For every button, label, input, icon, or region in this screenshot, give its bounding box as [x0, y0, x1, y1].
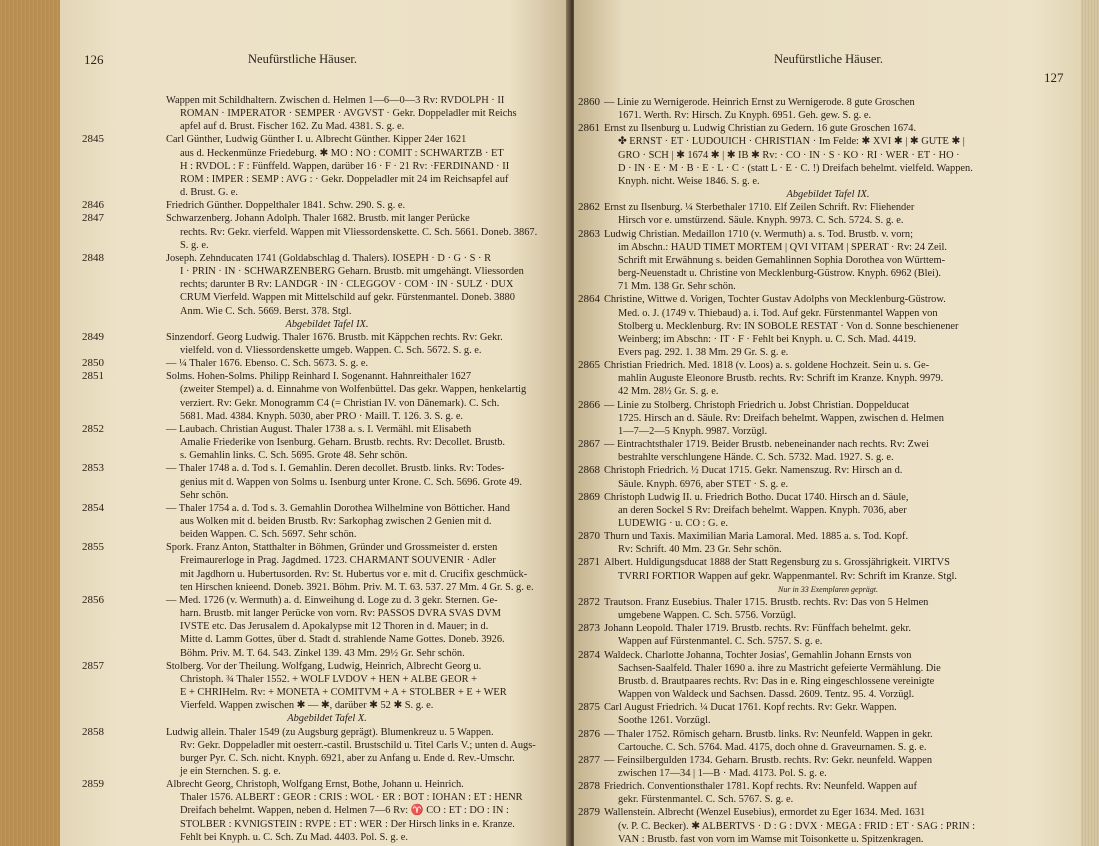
- entry-number: 2874: [578, 648, 600, 661]
- entry-line: Med. o. J. (1749 v. Thiebaud) a. i. Tod. Auf gekr. Fürstenmantel Wappen von: [618, 307, 938, 319]
- entry-line: Soothe 1261. Vorzügl.: [618, 715, 711, 727]
- entry-line: Schwarzenberg. Johann Adolph. Thaler 1682. Brustb. mit langer Perücke: [166, 213, 470, 225]
- entry-number: 2873: [578, 622, 600, 635]
- right-entries: [578, 96, 1078, 846]
- catalog-entry: [84, 594, 570, 660]
- entry-line: Wappen mit Schildhaltern. Zwischen d. Helmen 1—6—0—3 Rv: RVDOLPH · II: [166, 95, 505, 106]
- entry-line: Böhm. Priv. M. T. 64. 543. Zinkel 139. 43 Mm. 29½ Gr. Sehr schön.: [180, 647, 465, 659]
- entry-number: 2847: [82, 212, 104, 225]
- catalog-entry: [578, 464, 1078, 490]
- left-page-header: Neufürstliche Häuser.: [248, 52, 357, 66]
- entry-line: je ein Sternchen. S. g. e.: [180, 765, 281, 777]
- entry-line: I · PRIN · IN · SCHWARZENBERG Geharn. Brustb. mit umgehängt. Vliessorden: [180, 266, 524, 278]
- entry-line: — Thaler 1748 a. d. Tod s. I. Gemahlin. Deren decollet. Brustb. links. Rv: Todes-: [166, 463, 505, 475]
- entry-line: IVSTE etc. Das Jerusalem d. Apokalypse mit 12 Thoren in d. Mauer; in d.: [180, 621, 489, 633]
- right-page-number: 127: [1044, 70, 1064, 85]
- entry-line: Johann Leopold. Thaler 1719. Brustb. rechts. Rv: Fünffach behelmt. gekr.: [604, 623, 911, 635]
- entry-line: LUDEWIG · u. CO : G. e.: [618, 518, 728, 529]
- catalog-entry: [578, 399, 1078, 438]
- entry-line: — Feinsilbergulden 1734. Geharn. Brustb. rechts. Rv: Gekr. neunfeld. Wappen: [604, 754, 933, 766]
- entry-line: Spork. Franz Anton, Statthalter in Böhmen, Gründer und Grossmeister d. ersten: [166, 542, 498, 554]
- entry-line: d. Brust. G. e.: [180, 187, 239, 199]
- entry-number: 2870: [578, 530, 600, 543]
- entry-line: harn. Brustb. mit langer Perücke von vorn. Rv: PASSOS DVRA SVAS DVM: [180, 608, 501, 620]
- right-page: [574, 0, 1081, 846]
- entry-line: Amalie Friederike von Isenburg. Geharn. Brustb. rechts. Rv: Decollet. Brustb.: [180, 437, 506, 449]
- entry-line: VAN : Brustb. fast von vorn im Wamse mit Toisonkette u. Spitzenkragen.: [618, 833, 924, 845]
- entry-line: Ludwig allein. Thaler 1549 (zu Augsburg geprägt). Blumenkreuz u. 5 Wappen.: [166, 726, 494, 738]
- entry-line: verziert. Rv: Gekr. Monogramm C4 (= Christian IV. von Dänemark). C. Sch.: [180, 397, 500, 409]
- entry-number: 2861: [578, 122, 600, 135]
- entry-number: 2848: [82, 251, 104, 264]
- entry-number: 2878: [578, 780, 600, 793]
- catalog-entry: [84, 357, 570, 370]
- entry-line: bestrahlte verschlungene Hände. C. Sch. 5732. Mad. 1927. S. g. e.: [618, 452, 894, 464]
- catalog-entry: [578, 491, 1078, 530]
- entry-line: mit Jagdhorn u. Hubertusorden. Rv: St. Hubertus vor e. mit d. Crucifix geschmück-: [180, 568, 528, 580]
- entry-line: — Linie zu Stolberg. Christoph Friedrich u. Jobst Christian. Doppelducat: [604, 399, 910, 411]
- entry-line: — Eintrachtsthaler 1719. Beider Brustb. nebeneinander nach rechts. Rv: Zwei: [604, 439, 929, 451]
- plate-reference: Abgebildet Tafel X.: [287, 713, 367, 725]
- entry-line: Christoph Friedrich. ½ Ducat 1715. Gekr. Namenszug. Rv: Hirsch an d.: [604, 465, 903, 477]
- entry-number: 2867: [578, 438, 600, 451]
- entry-note: Nur in 33 Exemplaren geprägt.: [778, 584, 878, 594]
- entry-line: 71 Mm. 138 Gr. Sehr schön.: [618, 281, 736, 293]
- entry-line: Christian Friedrich. Med. 1818 (v. Loos) a. s. goldene Hochzeit. Sein u. s. Ge-: [604, 360, 930, 372]
- entry-line: Stolberg. Vor der Theilung. Wolfgang, Ludwig, Heinrich, Albrecht Georg u.: [166, 660, 482, 672]
- entry-number: 2876: [578, 727, 600, 740]
- catalog-entry: [578, 293, 1078, 359]
- entry-line: Christoph Ludwig II. u. Friedrich Botho. Ducat 1740. Hirsch an d. Säule,: [604, 491, 909, 503]
- catalog-entry: [84, 541, 570, 594]
- catalog-entry: [84, 94, 570, 133]
- catalog-entry: [84, 318, 570, 331]
- entry-number: 2851: [82, 370, 104, 383]
- entry-line: — Thaler 1754 a. d. Tod s. 3. Gemahlin Dorothea Wilhelmine von Bötticher. Hand: [166, 502, 510, 514]
- catalog-entry: [84, 423, 570, 462]
- entry-number: 2857: [82, 659, 104, 672]
- entry-line: beiden Wappen. C. Sch. 5697. Sehr schön.: [180, 529, 357, 541]
- entry-line: zwischen 17—34 | 1—B · Mad. 4173. Pol. S. g. e.: [618, 767, 827, 779]
- entry-line: Cartouche. C. Sch. 5764. Mad. 4175, doch ohne d. Graveurnamen. S. g. e.: [618, 741, 927, 753]
- entry-number: 2875: [578, 701, 600, 714]
- entry-line: aus d. Heckenmünze Friedeburg. ✱ MO : NO : COMIT : SCHWARTZB · ET: [180, 147, 504, 159]
- entry-line: 1671. Werth. Rv: Hirsch. Zu Knyph. 6951. Geh. gew. S. g. e.: [618, 110, 872, 122]
- catalog-entry: [578, 530, 1078, 556]
- left-page: [60, 0, 570, 846]
- catalog-entry: [578, 754, 1078, 780]
- entry-line: Vierfeld. Wappen zwischen ✱ — ✱, darüber ✱ 52 ✱ S. g. e.: [180, 700, 434, 712]
- left-page-edges: [0, 0, 60, 846]
- entry-line: aus Wolken mit d. beiden Brustb. Rv: Sarkophag zwischen 2 Genien mit d.: [180, 516, 492, 527]
- entry-number: 2860: [578, 96, 600, 108]
- entry-number: 2868: [578, 464, 600, 477]
- entry-line: rechts. Rv: Gekr. vierfeld. Wappen mit Vliessordenskette. C. Sch. 5661. Doneb. 3867.: [180, 226, 538, 238]
- catalog-entry: [578, 780, 1078, 806]
- catalog-entry: [84, 712, 570, 725]
- entry-line: Thaler 1576. ALBERT : GEOR : CRIS : WOL · ER : BOT : IOHAN : ET : HENR: [180, 792, 523, 804]
- entry-line: Trautson. Franz Eusebius. Thaler 1715. Brustb. rechts. Rv: Das von 5 Helmen: [604, 596, 929, 608]
- entry-line: STOLBER : KVNIGSTEIN : RVPE : ET : WER : Der Hirsch links in e. Kranze.: [180, 818, 515, 830]
- catalog-entry: [578, 701, 1078, 727]
- entry-line: Wappen von Waldeck und Sachsen. Dassd. 2609. Tentz. 95. 4. Vorzügl.: [618, 689, 915, 701]
- entry-number: 2856: [82, 593, 104, 606]
- entry-number: 2872: [578, 595, 600, 608]
- entry-line: Knyph. nicht. Weise 1846. S. g. e.: [618, 175, 760, 187]
- entry-line: ROMAN · IMPERATOR · SEMPER · AVGVST · Gekr. Doppeladler mit Reichs: [180, 108, 517, 120]
- entry-number: 2854: [82, 501, 104, 514]
- entry-line: burger Pyr. C. Sch. nicht. Knyph. 6921, aber zu Anfang u. Ende d. Rev.-Umschr.: [180, 752, 515, 764]
- entry-number: 2846: [82, 199, 104, 212]
- catalog-entry: [578, 96, 1078, 122]
- entry-line: umgebene Wappen. C. Sch. 5756. Vorzügl.: [618, 610, 797, 622]
- entry-line: Carl Günther, Ludwig Günther I. u. Albrecht Günther. Kipper 24er 1621: [166, 134, 467, 146]
- entry-line: Anm. Wie C. Sch. 5669. Berst. 378. Stgl.: [180, 305, 352, 317]
- entry-number: 2852: [82, 422, 104, 435]
- catalog-entry: [84, 331, 570, 357]
- entry-number: 2877: [578, 753, 600, 766]
- entry-line: Joseph. Zehnducaten 1741 (Goldabschlag d. Thalers). IOSEPH · D · G · S · R: [166, 252, 492, 264]
- entry-line: Friedrich Günther. Doppelthaler 1841. Schw. 290. S. g. e.: [166, 200, 406, 212]
- entry-line: Dreifach behelmt. Wappen, neben d. Helmen 7—6 Rv: ♈ CO : ET : DO : IN :: [180, 805, 509, 817]
- entry-line: berg-Neuenstadt u. Christine von Mecklenburg-Güstrow. Knyph. 6962 (Blei).: [618, 268, 942, 280]
- entry-line: genius mit d. Wappen von Solms u. Isenburg unter Krone. C. Sch. 5696. Grote 49.: [180, 476, 522, 488]
- entry-number: 2859: [82, 778, 104, 791]
- entry-line: an deren Sockel S Rv: Dreifach behelmt. Wappen. Knyph. 7036, aber: [618, 504, 907, 516]
- catalog-entry: [84, 370, 570, 423]
- entry-line: Ernst zu Ilsenburg u. Ludwig Christian zu Gedern. 16 gute Groschen 1674.: [604, 123, 917, 135]
- entry-line: Albrecht Georg, Christoph, Wolfgang Ernst, Bothe, Johann u. Heinrich.: [166, 779, 464, 791]
- entry-line: Brustb. d. Brautpaares rechts. Rv: Das in e. Ring eingeschlossene vereinigte: [618, 675, 935, 687]
- left-entries: [84, 94, 570, 844]
- entry-line: — Linie zu Wernigerode. Heinrich Ernst zu Wernigerode. 8 gute Groschen: [604, 97, 915, 108]
- entry-number: 2869: [578, 490, 600, 503]
- catalog-entry: [578, 228, 1078, 294]
- catalog-entry: [84, 199, 570, 212]
- catalog-entry: [84, 252, 570, 318]
- entry-line: E + CHRIHelm. Rv: + MONETA + COMITVM + A + STOLBER + E + WER: [180, 687, 507, 699]
- right-page-edges: [1081, 0, 1099, 846]
- entry-number: 2866: [578, 398, 600, 411]
- entry-line: Albert. Huldigungsducat 1888 der Statt Regensburg zu s. Grossjährigkeit. VIRTVS: [604, 557, 950, 569]
- catalog-entry: [578, 806, 1078, 845]
- entry-line: Freimaurerloge in Prag. Jagdmed. 1723. CHARMANT SOUVENIR · Adler: [180, 555, 496, 567]
- catalog-entry: [578, 728, 1078, 754]
- entry-line: ✤ ERNST · ET · LUDOUICH · CHRISTIAN · Im Felde: ✱ XVI ✱ | ✱ GUTE ✱ |: [618, 136, 965, 148]
- entry-line: 42 Mm. 28½ Gr. S. g. e.: [618, 386, 719, 398]
- entry-line: D · IN · E · M · B · E · L · C · (statt L · E · C. !) Dreifach behelmt. vielfeld. Wappen.: [618, 162, 973, 174]
- entry-number: 2865: [578, 359, 600, 372]
- entry-line: mahlin Auguste Eleonore Brustb. rechts. Rv: Schrift im Kranze. Knyph. 9979.: [618, 373, 944, 385]
- entry-line: Carl August Friedrich. ¼ Ducat 1761. Kopf rechts. Rv: Gekr. Wappen.: [604, 702, 897, 714]
- catalog-entry: [578, 122, 1078, 188]
- catalog-entry: [84, 778, 570, 844]
- entry-line: Waldeck. Charlotte Johanna, Tochter Josias', Gemahlin Johann Ernsts von: [604, 649, 912, 661]
- entry-line: 1—7—2—5 Knyph. 9987. Vorzügl.: [618, 425, 768, 437]
- entry-line: — Med. 1726 (v. Wermuth) a. d. Einweihung d. Loge zu d. 3 gekr. Sternen. Ge-: [166, 594, 498, 606]
- entry-line: GRO · SCH | ✱ 1674 ✱ | ✱ IB ✱ Rv: · CO · IN · S · KO · RI · WER · ET · HO ·: [618, 149, 960, 161]
- entry-line: Solms. Hohen-Solms. Philipp Reinhard I. Sogenannt. Hahnreithaler 1627: [166, 371, 472, 383]
- entry-line: Mitte d. Lamm Gottes, über d. Stadt d. strahlende Name Gottes. Doneb. 3926.: [180, 634, 505, 646]
- entry-number: 2845: [82, 133, 104, 146]
- entry-line: Friedrich. Conventionsthaler 1781. Kopf rechts. Rv: Neunfeld. Wappen auf: [604, 781, 917, 793]
- entry-line: ten Hirschen knieend. Doneb. 3921. Böhm. Priv. M. T. 63. 537. 27 Mm. 4 Gr. S. g. e.: [180, 581, 534, 593]
- catalog-entry: [578, 201, 1078, 227]
- entry-line: H : RVDOL : F : Fünffeld. Wappen, darüber 16 · F · 21 Rv: ·FERDINAND · II: [180, 160, 510, 172]
- catalog-entry: [84, 133, 570, 199]
- catalog-entry: [84, 726, 570, 779]
- left-page-number: 126: [84, 52, 104, 67]
- entry-line: Schrift mit Erwähnung s. beiden Gemahlinnen Sophia Dorothea von Württem-: [618, 254, 946, 266]
- entry-line: Evers pag. 292. 1. 38 Mm. 29 Gr. S. g. e.: [618, 346, 789, 358]
- entry-line: — ¼ Thaler 1676. Ebenso. C. Sch. 5673. S. g. e.: [166, 358, 369, 370]
- entry-line: (zweiter Stempel) a. d. Einnahme von Wolfenbüttel. Das gekr. Wappen, henkelartig: [180, 384, 527, 396]
- entry-line: Rv: Schrift. 40 Mm. 23 Gr. Sehr schön.: [618, 544, 782, 556]
- catalog-entry: [578, 622, 1078, 648]
- catalog-entry: [84, 462, 570, 501]
- entry-line: Christoph. ¾ Thaler 1552. + WOLF LVDOV + HEN + ALBE GEOR +: [180, 673, 477, 685]
- catalog-entry: [578, 188, 1078, 201]
- entry-line: CRUM Vierfeld. Wappen mit Mittelschild auf gekr. Fürstenmantel. Doneb. 3880: [180, 292, 515, 304]
- catalog-entry: [578, 649, 1078, 702]
- entry-number: 2879: [578, 806, 600, 819]
- entry-line: Ernst zu Ilsenburg. ¼ Sterbethaler 1710. Elf Zeilen Schrift. Rv: Fliehender: [604, 202, 915, 214]
- entry-line: Stolberg u. Mecklenburg. Rv: IN SOBOLE RESTAT · Von d. Sonne beschienener: [618, 320, 959, 332]
- entry-line: gekr. Fürstenmantel. C. Sch. 5767. S. g. e.: [618, 794, 794, 806]
- entry-line: rechts; darunter B Rv: LANDGR · IN · CLEGGOV · COM · IN · SULZ · DUX: [180, 279, 514, 291]
- plate-reference: Abgebildet Tafel IX.: [285, 318, 369, 330]
- entry-number: 2871: [578, 556, 600, 569]
- entry-line: im Abschn.: HAUD TIMET MORTEM | QVI VITAM | SPERAT · Rv: 24 Zeil.: [618, 241, 947, 253]
- entry-line: — Thaler 1752. Römisch geharn. Brustb. links. Rv: Neunfeld. Wappen in gekr.: [604, 728, 933, 740]
- entry-number: 2853: [82, 462, 104, 475]
- catalog-entry: [578, 359, 1078, 398]
- entry-line: Fehlt bei Knyph. u. C. Sch. Zu Mad. 4403. Pol. S. g. e.: [180, 831, 409, 843]
- entry-line: Ludwig Christian. Medaillon 1710 (v. Wermuth) a. s. Tod. Brustb. v. vorn;: [604, 228, 913, 240]
- entry-line: Sehr schön.: [180, 489, 229, 501]
- entry-number: 2855: [82, 541, 104, 554]
- catalog-entry: [84, 212, 570, 251]
- entry-number: 2864: [578, 293, 600, 306]
- entry-line: Christine, Wittwe d. Vorigen, Tochter Gustav Adolphs von Mecklenburg-Güstrow.: [604, 294, 946, 306]
- catalog-entry: [84, 502, 570, 541]
- entry-line: apfel auf d. Brust. Fischer 162. Zu Mad. 4381. S. g. e.: [180, 121, 405, 133]
- entry-line: (v. P. C. Becker). ✱ ALBERTVS · D : G : DVX · MEGA : FRID : ET · SAG : PRIN :: [618, 820, 976, 832]
- entry-line: Sinzendorf. Georg Ludwig. Thaler 1676. Brustb. mit Käppchen rechts. Rv: Gekr.: [166, 331, 503, 343]
- entry-line: ROM : IMPER : SEMP : AVG : · Gekr. Doppeladler mit 24 im Reichsapfel auf: [180, 173, 509, 185]
- entry-line: TVRRI FORTIOR Wappen auf gekr. Wappenmantel. Rv: Schrift im Kranze. Stgl.: [618, 570, 957, 582]
- entry-number: 2863: [578, 227, 600, 240]
- entry-line: Wappen auf Fürstenmantel. C. Sch. 5757. S. g. e.: [618, 636, 823, 648]
- entry-line: s. Gemahlin links. C. Sch. 5695. Grote 48. Sehr schön.: [180, 450, 408, 462]
- catalog-entry: [578, 596, 1078, 622]
- catalog-entry: [578, 438, 1078, 464]
- catalog-entry: [578, 556, 1078, 595]
- entry-line: Rv: Gekr. Doppeladler mit oesterr.-castil. Brustschild u. Titel Carls V.; unten d. Augs-: [180, 739, 536, 751]
- entry-line: S. g. e.: [180, 239, 209, 251]
- entry-line: Säule. Knyph. 6976, aber STET · S. g. e.: [618, 478, 789, 490]
- entry-line: Sachsen-Saalfeld. Thaler 1690 a. ihre zu Mastricht gefeierte Vermählung. Die: [618, 662, 941, 674]
- entry-line: Wallenstein. Albrecht (Wenzel Eusebius), ermordet zu Eger 1634. Med. 1631: [604, 807, 926, 819]
- entry-line: vielfeld. von d. Vliessordenskette umgeb. Wappen. C. Sch. 5672. S. g. e.: [180, 344, 482, 356]
- entry-line: Weinberg; im Abschn: · IT · F · Fehlt bei Knyph. u. C. Sch. Mad. 4419.: [618, 333, 917, 345]
- right-page-header: Neufürstliche Häuser.: [774, 52, 883, 66]
- plate-reference: Abgebildet Tafel IX.: [786, 189, 870, 201]
- entry-line: Thurn und Taxis. Maximilian Maria Lamoral. Med. 1885 a. s. Tod. Kopf.: [604, 531, 909, 543]
- entry-number: 2850: [82, 357, 104, 370]
- entry-line: — Laubach. Christian August. Thaler 1738 a. s. I. Vermähl. mit Elisabeth: [166, 423, 472, 435]
- entry-number: 2862: [578, 201, 600, 214]
- catalog-entry: [84, 660, 570, 713]
- entry-number: 2849: [82, 330, 104, 343]
- entry-line: 5681. Mad. 4384. Knyph. 5030, aber PRO · Maill. T. 126. 3. S. g. e.: [180, 410, 464, 422]
- entry-line: Hirsch vor e. umstürzend. Säule. Knyph. 9973. C. Sch. 5724. S. g. e.: [618, 215, 904, 227]
- entry-number: 2858: [82, 725, 104, 738]
- entry-line: 1725. Hirsch an d. Säule. Rv: Dreifach behelmt. Wappen, zwischen d. Helmen: [618, 412, 944, 424]
